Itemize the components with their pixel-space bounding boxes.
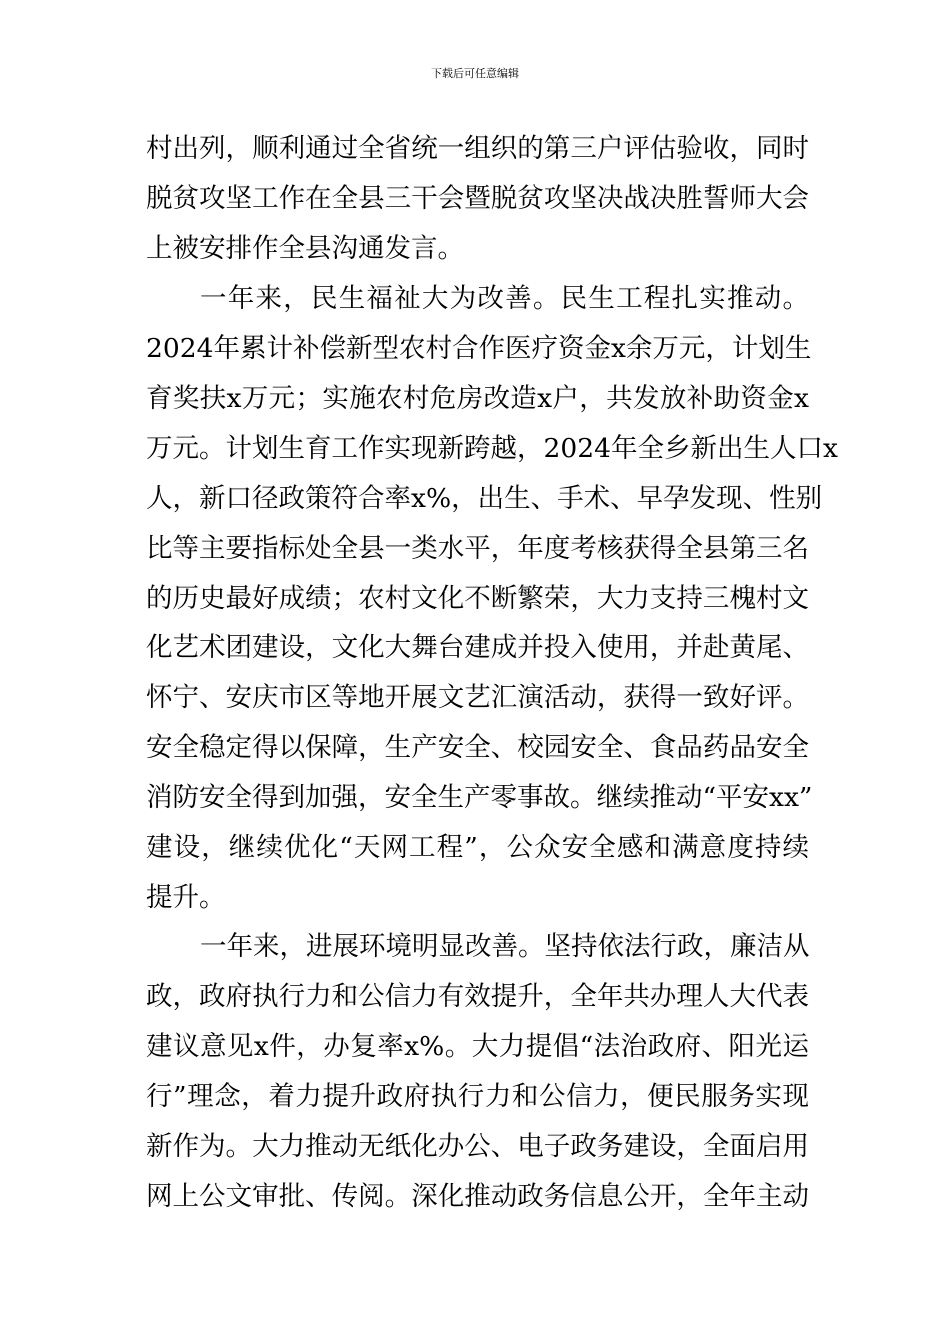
text-line: 人，新口径政策符合率x%，出生、手术、早孕发现、性别 <box>146 483 823 514</box>
text-line: 政，政府执行力和公信力有效提升，全年共办理人大代表 <box>146 981 809 1012</box>
text-line: 行”理念，着力提升政府执行力和公信力，便民服务实现 <box>146 1081 809 1112</box>
text-line: 一年来，进展环境明显改善。坚持依法行政，廉洁从 <box>200 931 810 962</box>
text-line: 怀宁、安庆市区等地开展文艺汇演活动，获得一致好评。 <box>146 682 809 713</box>
text-line: 2024年累计补偿新型农村合作医疗资金x余万元，计划生 <box>146 333 812 364</box>
text-line: 化艺术团建设，文化大舞台建成并投入使用，并赴黄尾、 <box>146 632 809 663</box>
text-line: 脱贫攻坚工作在全县三干会暨脱贫攻坚决战决胜誓师大会 <box>146 183 809 214</box>
text-line: 上被安排作全县沟通发言。 <box>146 233 464 264</box>
text-line: 提升。 <box>146 882 226 913</box>
text-line: 村出列，顺利通过全省统一组织的第三户评估验收，同时 <box>146 133 809 164</box>
text-line: 网上公文审批、传阅。深化推动政务信息公开，全年主动 <box>146 1181 809 1212</box>
text-line: 安全稳定得以保障，生产安全、校园安全、食品药品安全 <box>146 732 809 763</box>
text-line: 比等主要指标处全县一类水平，年度考核获得全县第三名 <box>146 533 809 564</box>
page-header: 下载后可任意编辑 <box>431 67 519 80</box>
text-line: 的历史最好成绩；农村文化不断繁荣，大力支持三槐村文 <box>146 583 809 614</box>
text-line: 建议意见x件，办复率x%。大力提倡“法治政府、阳光运 <box>146 1031 809 1062</box>
text-line: 一年来，民生福祉大为改善。民生工程扎实推动。 <box>200 283 809 314</box>
text-line: 建设，继续优化“天网工程”，公众安全感和满意度持续 <box>146 832 809 863</box>
text-line: 育奖扶x万元；实施农村危房改造x户，共发放补助资金x <box>146 383 809 414</box>
text-line: 消防安全得到加强，安全生产零事故。继续推动“平安xx” <box>146 782 813 813</box>
text-line: 新作为。大力推动无纸化办公、电子政务建设，全面启用 <box>146 1131 809 1162</box>
text-line: 万元。计划生育工作实现新跨越，2024年全乡新出生人口x <box>146 433 838 464</box>
